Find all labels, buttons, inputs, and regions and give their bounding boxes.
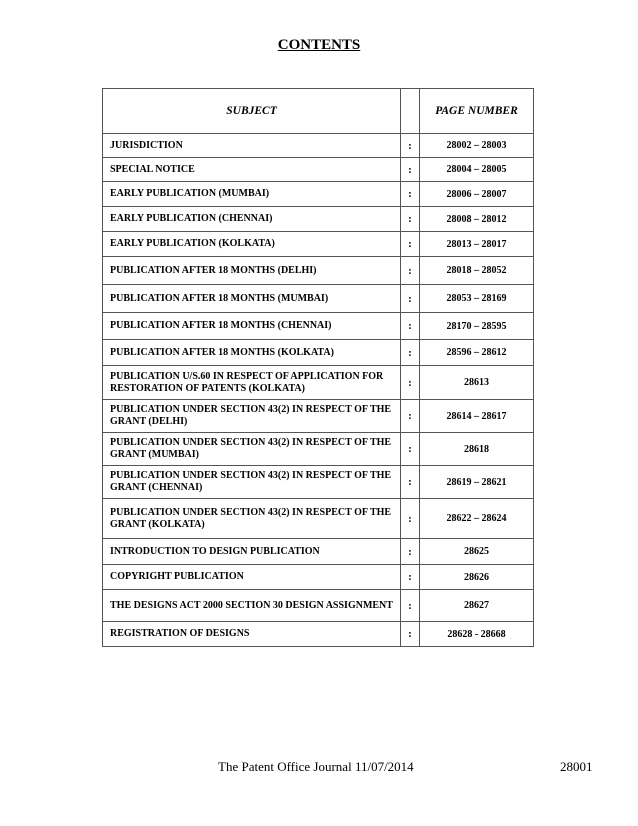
table-row: [103, 622, 534, 647]
row-page-range: 28627: [420, 590, 534, 622]
table-row: [103, 499, 534, 539]
row-page-range: 28596 – 28612: [420, 340, 534, 366]
row-colon: :: [401, 158, 420, 182]
row-subject: EARLY PUBLICATION (KOLKATA): [103, 232, 401, 257]
table-row: [103, 158, 534, 182]
footer-page-number: 28001: [560, 759, 593, 774]
table-row: [103, 232, 534, 257]
row-subject: PUBLICATION AFTER 18 MONTHS (CHENNAI): [103, 313, 401, 340]
table-row: [103, 134, 534, 158]
row-colon: :: [401, 313, 420, 340]
row-subject: PUBLICATION UNDER SECTION 43(2) IN RESPECT OF THE GRANT (CHENNAI): [103, 466, 401, 499]
row-subject: PUBLICATION UNDER SECTION 43(2) IN RESPECT OF THE GRANT (DELHI): [103, 400, 401, 433]
table-row: [103, 565, 534, 590]
row-subject: COPYRIGHT PUBLICATION: [103, 565, 401, 590]
row-page-range: 28008 – 28012: [420, 207, 534, 232]
row-colon: :: [401, 182, 420, 207]
table-row: [103, 539, 534, 565]
table-row: [103, 400, 534, 433]
row-subject: EARLY PUBLICATION (MUMBAI): [103, 182, 401, 207]
table-row: [103, 207, 534, 232]
table-row: [103, 433, 534, 466]
footer-journal-title: The Patent Office Journal 11/07/2014: [218, 759, 414, 774]
page-title: CONTENTS: [277, 37, 361, 53]
row-page-range: 28614 – 28617: [420, 400, 534, 433]
subject-header: SUBJECT: [103, 89, 401, 134]
row-colon: :: [401, 134, 420, 158]
table-row: [103, 466, 534, 499]
row-colon: :: [401, 207, 420, 232]
table-row: [103, 182, 534, 207]
row-subject: SPECIAL NOTICE: [103, 158, 401, 182]
row-page-range: 28006 – 28007: [420, 182, 534, 207]
row-colon: :: [401, 590, 420, 622]
row-colon: :: [401, 366, 420, 400]
row-page-range: 28625: [420, 539, 534, 565]
row-subject: THE DESIGNS ACT 2000 SECTION 30 DESIGN ASSIGNMENT: [103, 590, 401, 622]
row-page-range: 28053 – 28169: [420, 285, 534, 313]
row-subject: PUBLICATION UNDER SECTION 43(2) IN RESPECT OF THE GRANT (MUMBAI): [103, 433, 401, 466]
header-row: [103, 89, 534, 134]
table-row: [103, 257, 534, 285]
row-subject: JURISDICTION: [103, 134, 401, 158]
page-number-header: PAGE NUMBER: [420, 89, 534, 134]
row-page-range: 28613: [420, 366, 534, 400]
row-subject: INTRODUCTION TO DESIGN PUBLICATION: [103, 539, 401, 565]
row-subject: REGISTRATION OF DESIGNS: [103, 622, 401, 647]
row-colon: :: [401, 400, 420, 433]
row-subject: PUBLICATION AFTER 18 MONTHS (DELHI): [103, 257, 401, 285]
row-colon: :: [401, 565, 420, 590]
row-colon: :: [401, 466, 420, 499]
table-row: [103, 285, 534, 313]
row-subject: PUBLICATION U/S.60 IN RESPECT OF APPLICATION FOR RESTORATION OF PATENTS (KOLKATA): [103, 366, 401, 400]
row-colon: :: [401, 232, 420, 257]
row-colon: :: [401, 257, 420, 285]
row-page-range: 28170 – 28595: [420, 313, 534, 340]
row-colon: :: [401, 622, 420, 647]
row-page-range: 28626: [420, 565, 534, 590]
row-page-range: 28004 – 28005: [420, 158, 534, 182]
row-colon: :: [401, 340, 420, 366]
table-row: [103, 340, 534, 366]
row-page-range: 28013 – 28017: [420, 232, 534, 257]
row-page-range: 28622 – 28624: [420, 499, 534, 539]
row-subject: PUBLICATION AFTER 18 MONTHS (MUMBAI): [103, 285, 401, 313]
table-row: [103, 590, 534, 622]
row-page-range: 28002 – 28003: [420, 134, 534, 158]
row-colon: :: [401, 499, 420, 539]
row-page-range: 28628 - 28668: [420, 622, 534, 647]
row-page-range: 28619 – 28621: [420, 466, 534, 499]
row-colon: :: [401, 433, 420, 466]
contents-table: [102, 88, 534, 647]
row-subject: PUBLICATION UNDER SECTION 43(2) IN RESPECT OF THE GRANT (KOLKATA): [103, 499, 401, 539]
row-page-range: 28018 – 28052: [420, 257, 534, 285]
row-colon: :: [401, 539, 420, 565]
row-subject: EARLY PUBLICATION (CHENNAI): [103, 207, 401, 232]
row-page-range: 28618: [420, 433, 534, 466]
row-subject: PUBLICATION AFTER 18 MONTHS (KOLKATA): [103, 340, 401, 366]
row-colon: :: [401, 285, 420, 313]
table-row: [103, 366, 534, 400]
colon-header: [401, 89, 420, 134]
table-row: [103, 313, 534, 340]
